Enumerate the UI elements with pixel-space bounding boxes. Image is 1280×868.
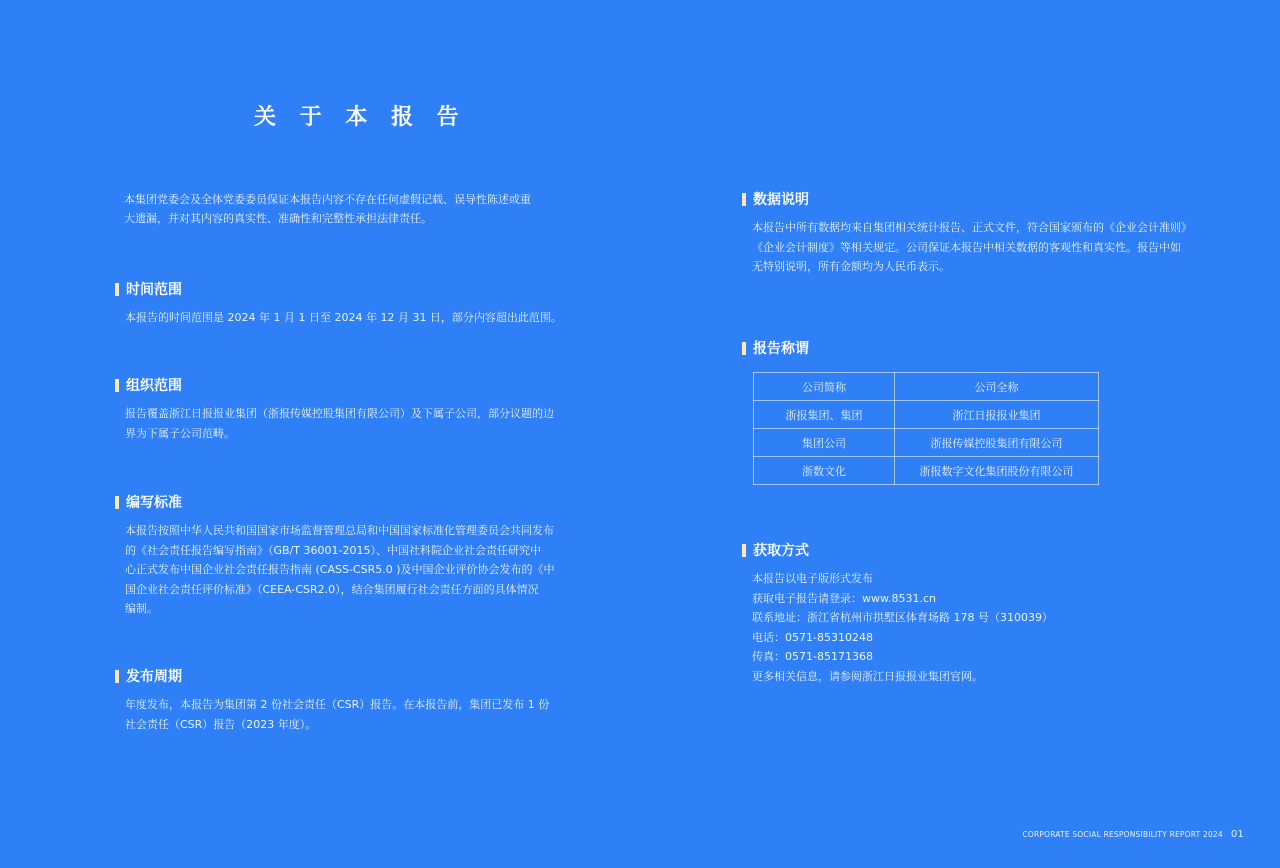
table-row — [754, 457, 1099, 485]
section-heading: 数据说明 — [753, 192, 809, 208]
body-line: 报告覆盖浙江日报报业集团（浙报传媒控股集团有限公司）及下属子公司，部分议题的边 — [125, 407, 554, 420]
section-heading: 时间范围 — [126, 282, 182, 298]
table-cell: 浙数文化 — [754, 457, 895, 485]
section-heading: 发布周期 — [126, 669, 182, 685]
table-header-cell: 公司简称 — [754, 373, 895, 401]
section-body — [115, 308, 562, 328]
address-line: 联系地址：浙江省杭州市拱墅区体育场路 178 号（310039） — [752, 611, 1053, 624]
heading-marker — [115, 283, 119, 296]
table-cell: 浙报数字文化集团股份有限公司 — [895, 457, 1099, 485]
body-line: 更多相关信息，请参阅浙江日报报业集团官网。 — [752, 669, 983, 683]
intro-line: 本集团党委会及全体党委委员保证本报告内容不存在任何虚假记载、误导性陈述或重 — [124, 193, 531, 206]
heading-marker — [115, 670, 119, 683]
section-body — [115, 521, 555, 619]
heading-marker — [742, 544, 746, 557]
page-footer — [1022, 829, 1244, 840]
table-cell: 浙江日报报业集团 — [895, 401, 1099, 429]
intro-line: 大遗漏，并对其内容的真实性、准确性和完整性承担法律责任。 — [124, 212, 432, 225]
heading-marker — [115, 379, 119, 392]
page-number: 01 — [1230, 829, 1244, 840]
footer-report-title: CORPORATE SOCIAL RESPONSIBILITY REPORT 2024 — [1022, 830, 1223, 839]
section-heading: 编写标准 — [126, 495, 182, 511]
website-link[interactable]: 获取电子报告请登录：www.8531.cn — [752, 591, 936, 605]
table-header-row — [754, 373, 1099, 401]
table-cell: 集团公司 — [754, 429, 895, 457]
section-heading: 获取方式 — [753, 543, 809, 559]
body-line: 编制。 — [125, 602, 158, 615]
section-naming — [742, 338, 1099, 485]
section-body — [115, 695, 549, 734]
body-line: 年度发布，本报告为集团第 2 份社会责任（CSR）报告。在本报告前，集团已发布 1 份 — [125, 698, 550, 711]
body-line: 的《社会责任报告编写指南》（GB/T 36001-2015）、中国社科院企业社会责任研究中 — [125, 543, 541, 557]
body-line: 社会责任（CSR）报告（2023 年度）。 — [125, 717, 317, 731]
section-org-scope — [115, 375, 554, 443]
body-line: 本报告按照中华人民共和国国家市场监督管理总局和中国国家标准化管理委员会共同发布 — [125, 524, 554, 537]
section-time-range — [115, 279, 562, 328]
phone-line: 电话：0571-85310248 — [752, 630, 873, 644]
body-line: 国企业社会责任评价标准》（CEEA-CSR2.0），结合集团履行社会责任方面的具体情况 — [125, 582, 539, 596]
table-cell: 浙报集团、集团 — [754, 401, 895, 429]
table-cell: 浙报传媒控股集团有限公司 — [895, 429, 1099, 457]
intro-paragraph — [124, 190, 544, 228]
body-line: 心正式发布中国企业社会责任报告指南 (CASS-CSR5.0 )及中国企业评价协会发布的《中 — [125, 563, 555, 576]
section-release-cycle — [115, 666, 549, 734]
section-data-notes — [742, 189, 1192, 277]
section-heading: 组织范围 — [126, 378, 182, 394]
section-heading: 报告称谓 — [753, 341, 809, 357]
table-row — [754, 401, 1099, 429]
fax-line: 传真：0571-85171368 — [752, 650, 873, 663]
heading-marker — [115, 496, 119, 509]
section-standards — [115, 492, 555, 619]
body-line: 《企业会计制度》等相关规定。公司保证本报告中相关数据的客观性和真实性。报告中如 — [752, 240, 1181, 254]
heading-marker — [742, 342, 746, 355]
page-title: 关 于 本 报 告 — [254, 105, 467, 130]
table-row — [754, 429, 1099, 457]
body-line: 本报告的时间范围是 2024 年 1 月 1 日至 2024 年 12 月 31 日，部分内容超出此范围。 — [125, 311, 562, 324]
body-line: 界为下属子公司范畴。 — [125, 426, 235, 440]
section-access — [742, 540, 1053, 686]
table-header-cell: 公司全称 — [895, 373, 1099, 401]
section-body — [742, 569, 1053, 686]
body-line: 本报告以电子版形式发布 — [752, 572, 873, 585]
section-body — [742, 218, 1192, 277]
body-line: 无特别说明，所有金额均为人民币表示。 — [752, 260, 950, 273]
section-body — [115, 404, 554, 443]
heading-marker — [742, 193, 746, 206]
naming-table — [753, 372, 1099, 485]
body-line: 本报告中所有数据均来自集团相关统计报告、正式文件，符合国家颁布的《企业会计准则》 — [752, 221, 1192, 234]
